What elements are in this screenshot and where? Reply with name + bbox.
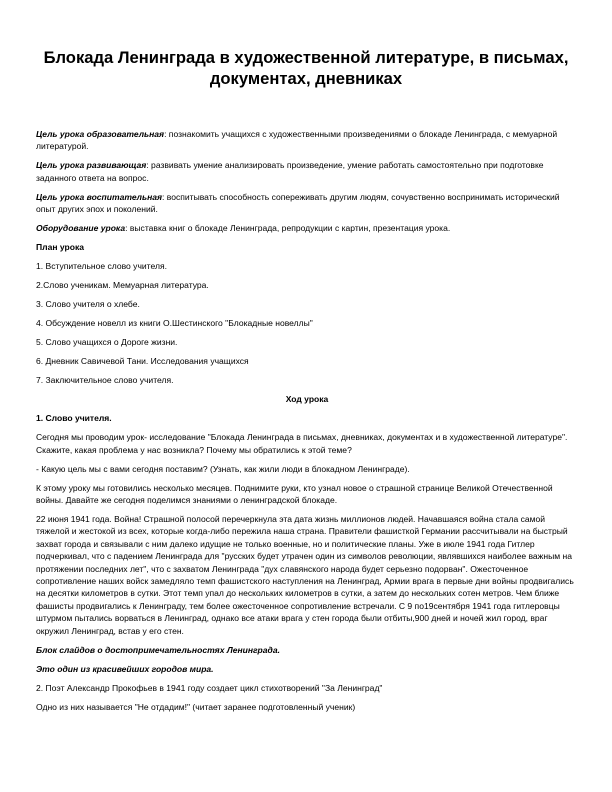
paragraph: Одно из них называется "Не отдадим!" (читает заранее подготовленный ученик) bbox=[36, 701, 356, 712]
paragraph: 2. Поэт Александр Прокофьев в 1941 году создает цикл стихотворений "За Ленинград" bbox=[36, 682, 383, 693]
plan-item: 3. Слово учителя о хлебе. bbox=[36, 299, 140, 310]
paragraph: К этому уроку мы готовились несколько месяцев. Поднимите руки, кто узнал новое о страшной странице Великой Отечественной войны. Давайте же сегодня поделимся знаниями о ленинградской блокаде. bbox=[36, 482, 553, 506]
goal-developing bbox=[36, 159, 578, 184]
goal-label: Оборудование урока bbox=[36, 223, 126, 234]
goal-text: : выставка книг о блокаде Ленинграда, репродукции с картин, презентация урока. bbox=[125, 223, 451, 234]
equipment bbox=[36, 222, 578, 234]
slides-block-heading: Блок слайдов о достопримечательностях Ленинграда. bbox=[36, 644, 280, 655]
goal-educational bbox=[36, 128, 578, 153]
goal-upbringing bbox=[36, 191, 578, 216]
plan-item: 2.Слово ученикам. Мемуарная литература. bbox=[36, 280, 209, 291]
goal-label: Цель урока развивающая bbox=[36, 160, 147, 171]
goal-text: : развивать умение анализировать произведение, умение работать самостоятельно при подготовке заданного ответа на вопрос. bbox=[36, 160, 544, 183]
plan-item: 1. Вступительное слово учителя. bbox=[36, 261, 167, 272]
paragraph: 22 июня 1941 года. Война! Страшной полосой перечеркнула эта дата жизнь миллионов людей. Начавшаяся война стала самой тяжелой и жестокой из всех, которые когда-либо пережила наша страна. Правители фашисткой Германии рассчитывали на быстрый захват города и связывали с ним далеко идущие не только военные, но и политические планы. Уже в июле 1941 года Гитлер подчеркивал, что с падением Ленинграда для "русских будет утрачен один из символов революции, являвшихся наиболее важным на протяжении последних лет", что с захватом Ленинграда "дух славянского народа будет серьезно подорван". Ожесточенное сопротивление наших войск замедляло темп фашистского наступления на Ленинград, Армии врага в первые дни войны продвигались на десятки километров в сутки. Этот темп упал до нескольких километров в сутки, а затем до нескольких сотен метров. Чем ближе фашисты продвигались к Ленинграду, тем более ожесточенное сопротивление встречали. С 9 по19сентября 1941 года гитлеровцы штурмом пытались ворваться в Ленинград, однако все атаки врага у стен города были отбиты,900 дней и ночей жил город, враг окружил Ленинград, встав у его стен. bbox=[36, 514, 574, 636]
plan-item: 7. Заключительное слово учителя. bbox=[36, 375, 174, 386]
plan-item: 6. Дневник Савичевой Тани. Исследования учащихся bbox=[36, 356, 249, 367]
plan-item: 5. Слово учащихся о Дороге жизни. bbox=[36, 337, 178, 348]
beautiful-city-line: Это один из красивейших городов мира. bbox=[36, 663, 214, 674]
goal-text: : познакомить учащихся с художественными произведениями о блокаде Ленинграда, с мемуарной литературой. bbox=[36, 129, 558, 152]
plan-item: 4. Обсуждение новелл из книги О.Шестинского "Блокадные новеллы" bbox=[36, 318, 313, 329]
course-heading: Ход урока bbox=[285, 394, 329, 405]
document-title: Блокада Ленинграда в художественной литературе, в письмах, документах, дневниках bbox=[43, 48, 569, 88]
plan-heading: План урока bbox=[36, 242, 84, 253]
paragraph: Сегодня мы проводим урок- исследование "Блокада Ленинграда в письмах, дневниках, документах и в художественной литературе". Скажите, какая проблема у нас возникла? Почему мы обратились к этой теме? bbox=[36, 432, 568, 455]
section-heading: 1. Слово учителя. bbox=[36, 413, 112, 424]
goal-text: : воспитывать способность сопереживать другим людям, сочувственно воспринимать исторический опыт других эпох и поколений. bbox=[36, 191, 560, 215]
goal-label: Цель урока образовательная bbox=[36, 129, 165, 139]
paragraph: - Какую цель мы с вами сегодня поставим? (Узнать, как жили люди в блокадном Ленинграде). bbox=[36, 463, 410, 474]
goal-label: Цель урока воспитательная bbox=[36, 191, 163, 202]
document-body bbox=[36, 128, 578, 720]
